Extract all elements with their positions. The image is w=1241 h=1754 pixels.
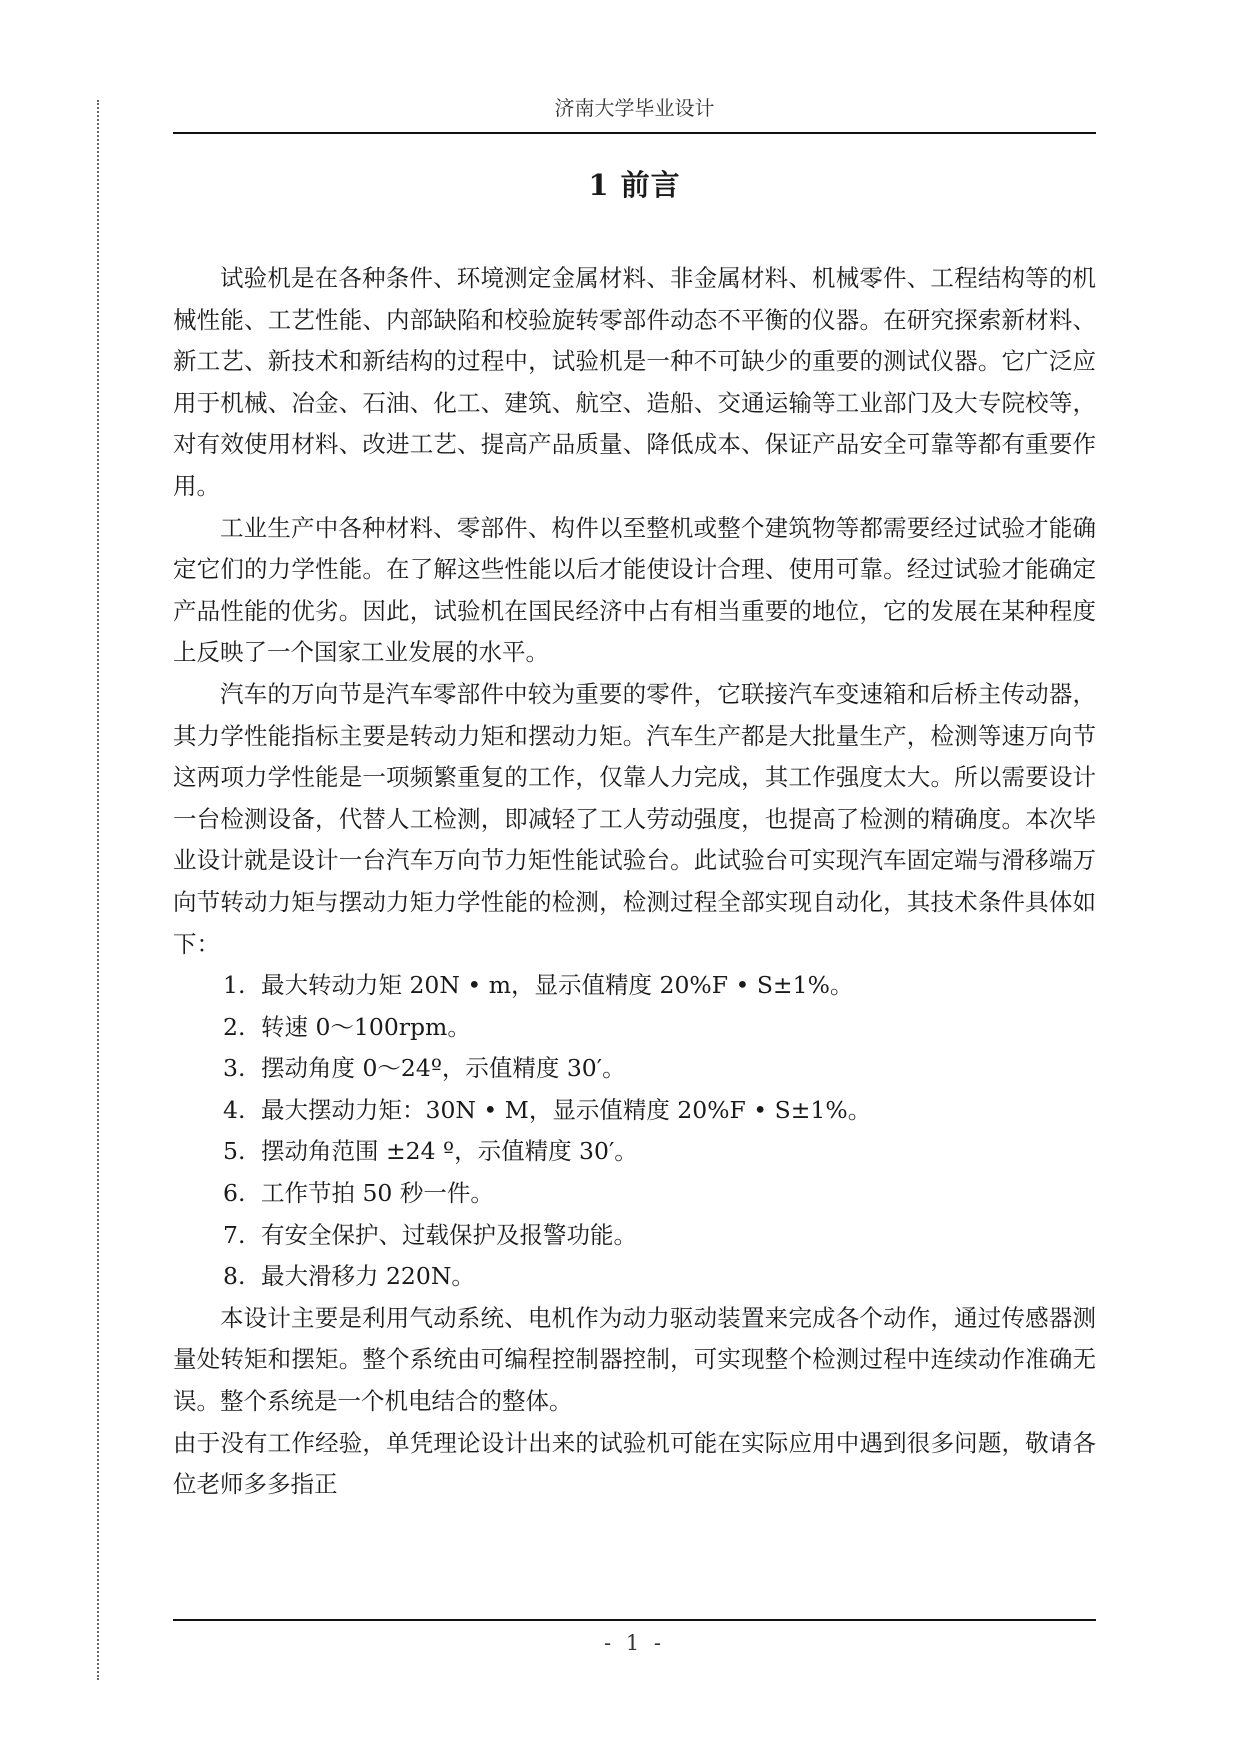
- list-item-number: 3.: [223, 1054, 246, 1083]
- list-item: [173, 1007, 1096, 1049]
- list-item-text: 最大转动力矩 20N • m，显示值精度 20%F • S±1%。: [261, 971, 854, 1000]
- list-item-number: 4.: [223, 1095, 246, 1124]
- list-item-number: 8.: [223, 1262, 246, 1291]
- list-item-number: 5.: [223, 1137, 246, 1166]
- header-rule: [173, 132, 1096, 134]
- list-item-text: 工作节拍 50 秒一件。: [261, 1179, 494, 1208]
- page-number: - 1 -: [604, 1631, 665, 1655]
- paragraph-universal-joint: 汽车的万向节是汽车零部件中较为重要的零件，它联接汽车变速箱和后桥主传动器，其力学性能指标主要是转动力矩和摆动力矩。汽车生产都是大批量生产，检测等速万向节这两项力学性能是一项频繁重复的工作，仅靠人力完成，其工作强度太大。所以需要设计一台检测设备，代替人工检测，即减轻了工人劳动强度，也提高了检测的精确度。本次毕业设计就是设计一台汽车万向节力矩性能试验台。此试验台可实现汽车固定端与滑移端万向节转动力矩与摆动力矩力学性能的检测，检测过程全部实现自动化，其技术条件具体如下：: [173, 679, 1096, 958]
- list-item: [173, 1090, 1096, 1132]
- list-item-number: 7.: [223, 1220, 246, 1249]
- paragraph-design-summary: 本设计主要是利用气动系统、电机作为动力驱动装置来完成各个动作，通过传感器测量处转矩和摆矩。整个系统由可编程控制器控制，可实现整个检测过程中连续动作准确无误。整个系统是一个机电结合的整体。: [173, 1303, 1096, 1416]
- list-item: [173, 1173, 1096, 1215]
- list-item: [173, 1131, 1096, 1173]
- list-item-text: 最大摆动力矩：30N • M，显示值精度 20%F • S±1%。: [261, 1095, 872, 1124]
- list-item: [173, 1256, 1096, 1298]
- list-item-number: 1.: [223, 971, 246, 1000]
- list-item: [173, 1048, 1096, 1090]
- list-item-text: 摆动角范围 ±24 º，示值精度 30′。: [261, 1137, 638, 1166]
- paragraph-intro: 试验机是在各种条件、环境测定金属材料、非金属材料、机械零件、工程结构等的机械性能、工艺性能、内部缺陷和校验旋转零部件动态不平衡的仪器。在研究探索新材料、新工艺、新技术和新结构的过程中，试验机是一种不可缺少的重要的测试仪器。它广泛应用于机械、冶金、石油、化工、建筑、航空、造船、交通运输等工业部门及大专院校等，对有效使用材料、改进工艺、提高产品质量、降低成本、保证产品安全可靠等都有重要作用。: [173, 264, 1096, 500]
- list-item-text: 转速 0～100rpm。: [261, 1012, 471, 1041]
- body-content: [173, 258, 1096, 1506]
- paragraph-industry: 工业生产中各种材料、零部件、构件以至整机或整个建筑物等都需要经过试验才能确定它们的力学性能。在了解这些性能以后才能使设计合理、使用可靠。经过试验才能确定产品性能的优劣。因此，试验机在国民经济中占有相当重要的地位，它的发展在某种程度上反映了一个国家工业发展的水平。: [173, 513, 1096, 667]
- binding-margin-dotted-line: [97, 100, 99, 1680]
- technical-requirements-list: [173, 965, 1096, 1298]
- list-item-text: 摆动角度 0～24º，示值精度 30′。: [261, 1054, 626, 1083]
- list-item-number: 2.: [223, 1012, 246, 1041]
- chapter-title: 1 前言: [588, 168, 681, 202]
- paragraph-final-note: 由于没有工作经验，单凭理论设计出来的试验机可能在实际应用中遇到很多问题，敬请各位老师多多指正: [173, 1428, 1096, 1499]
- footer-rule: [173, 1619, 1096, 1621]
- list-item-number: 6.: [223, 1179, 246, 1208]
- running-header: 济南大学毕业设计: [554, 96, 715, 120]
- list-item: [173, 1215, 1096, 1257]
- list-item: [173, 965, 1096, 1007]
- list-item-text: 最大滑移力 220N。: [261, 1262, 475, 1291]
- list-item-text: 有安全保护、过载保护及报警功能。: [261, 1220, 637, 1249]
